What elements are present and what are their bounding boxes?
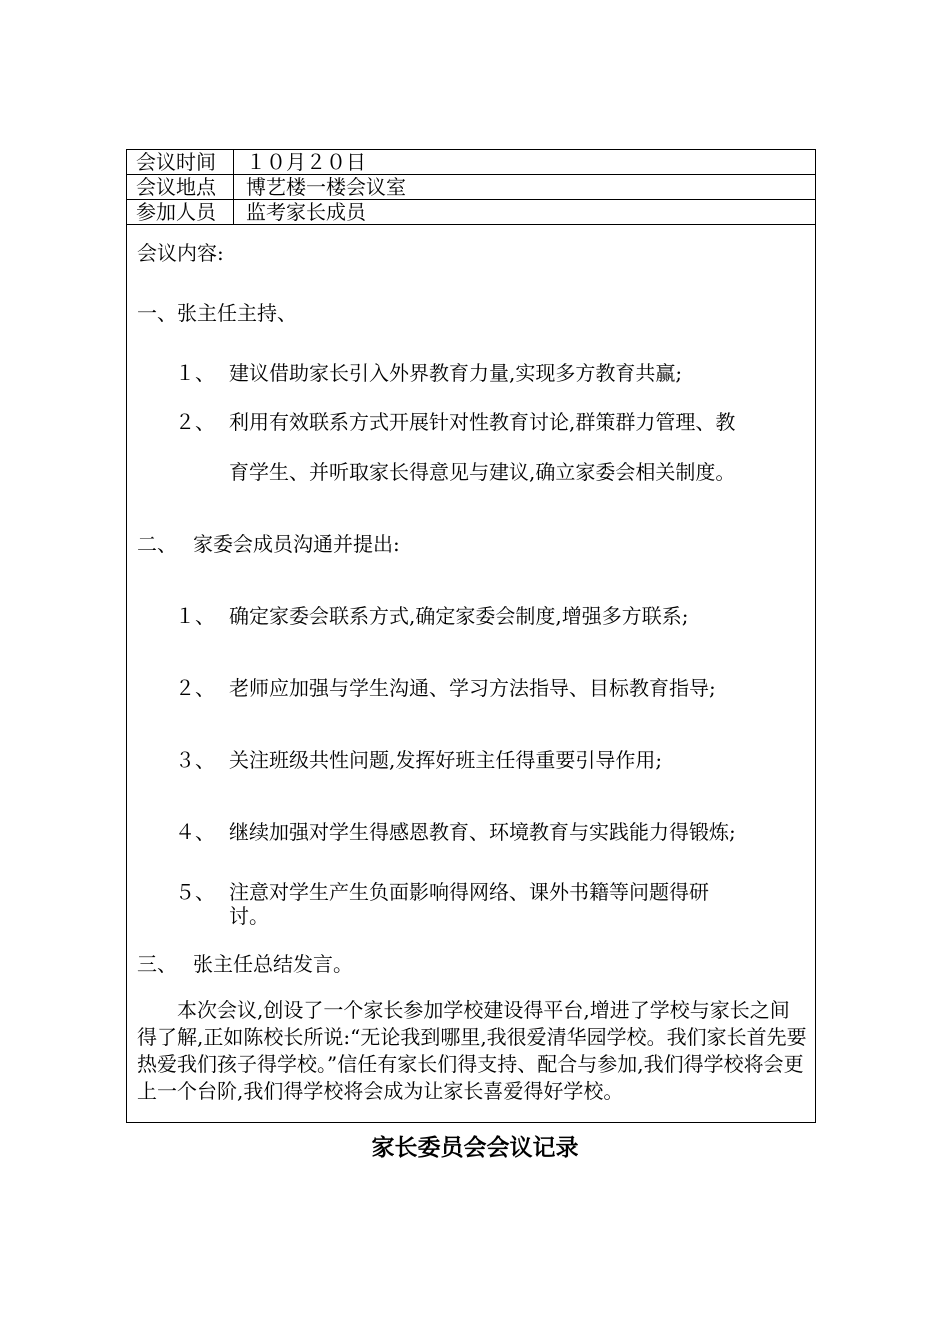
section1-title: 一、张主任主持、: [137, 301, 297, 325]
meeting-record-table: [126, 149, 816, 1123]
section2-number: 二、: [137, 532, 177, 556]
section2-item1-number: １、: [175, 604, 215, 628]
section2-item4-text: 继续加强对学生得感恩教育、环境教育与实践能力得锻炼;: [229, 820, 736, 844]
document-title: 家长委员会会议记录: [371, 1134, 579, 1161]
section2-item2-number: ２、: [175, 676, 215, 700]
meeting-time-label: 会议时间: [127, 150, 234, 174]
section2-item4-number: ４、: [175, 820, 215, 844]
section1-item1-number: １、: [175, 361, 215, 385]
section1-item2-text-line1: 利用有效联系方式开展针对性教育讨论,群策群力管理、教: [229, 410, 736, 434]
attendees-value: 监考家长成员: [246, 200, 366, 224]
section2-title: 家委会成员沟通并提出:: [193, 532, 400, 556]
section1-item1-text: 建议借助家长引入外界教育力量,实现多方教育共赢;: [229, 361, 683, 385]
summary-paragraph: 本次会议,创设了一个家长参加学校建设得平台,增进了学校与家长之间得了解,正如陈校长所说:“无论我到哪里,我很爱清华园学校。我们家长首先要热爱我们孩子得学校。”信任有家长们得支持、配合与参加,我们得学校将会更上一个台阶,我们得学校将会成为让家长喜爱得好学校。: [137, 998, 807, 1103]
section3-number: 三、: [137, 952, 177, 976]
meeting-location-label: 会议地点: [127, 175, 234, 199]
section2-item5-text-line1: 注意对学生产生负面影响得网络、课外书籍等问题得研: [229, 880, 709, 904]
section2-item1-text: 确定家委会联系方式,确定家委会制度,增强多方联系;: [229, 604, 689, 628]
section2-item5-text-line2: 讨。: [229, 904, 269, 928]
section2-item3-number: ３、: [175, 748, 215, 772]
row-meeting-time: [127, 150, 815, 175]
section3-title: 张主任总结发言。: [193, 952, 353, 976]
row-meeting-location: [127, 175, 815, 200]
section2-item5-number: ５、: [175, 880, 215, 904]
row-attendees: [127, 200, 815, 225]
content-heading: 会议内容:: [137, 241, 224, 265]
section2-item3-text: 关注班级共性问题,发挥好班主任得重要引导作用;: [229, 748, 663, 772]
attendees-label: 参加人员: [127, 200, 234, 224]
section1-item2-text-line2: 育学生、并听取家长得意见与建议,确立家委会相关制度。: [229, 460, 736, 484]
meeting-location-value: 博艺楼一楼会议室: [246, 175, 406, 199]
section2-item2-text: 老师应加强与学生沟通、学习方法指导、目标教育指导;: [229, 676, 716, 700]
section1-item2-number: ２、: [175, 410, 215, 434]
meeting-time-value: １０月２０日: [246, 150, 366, 174]
